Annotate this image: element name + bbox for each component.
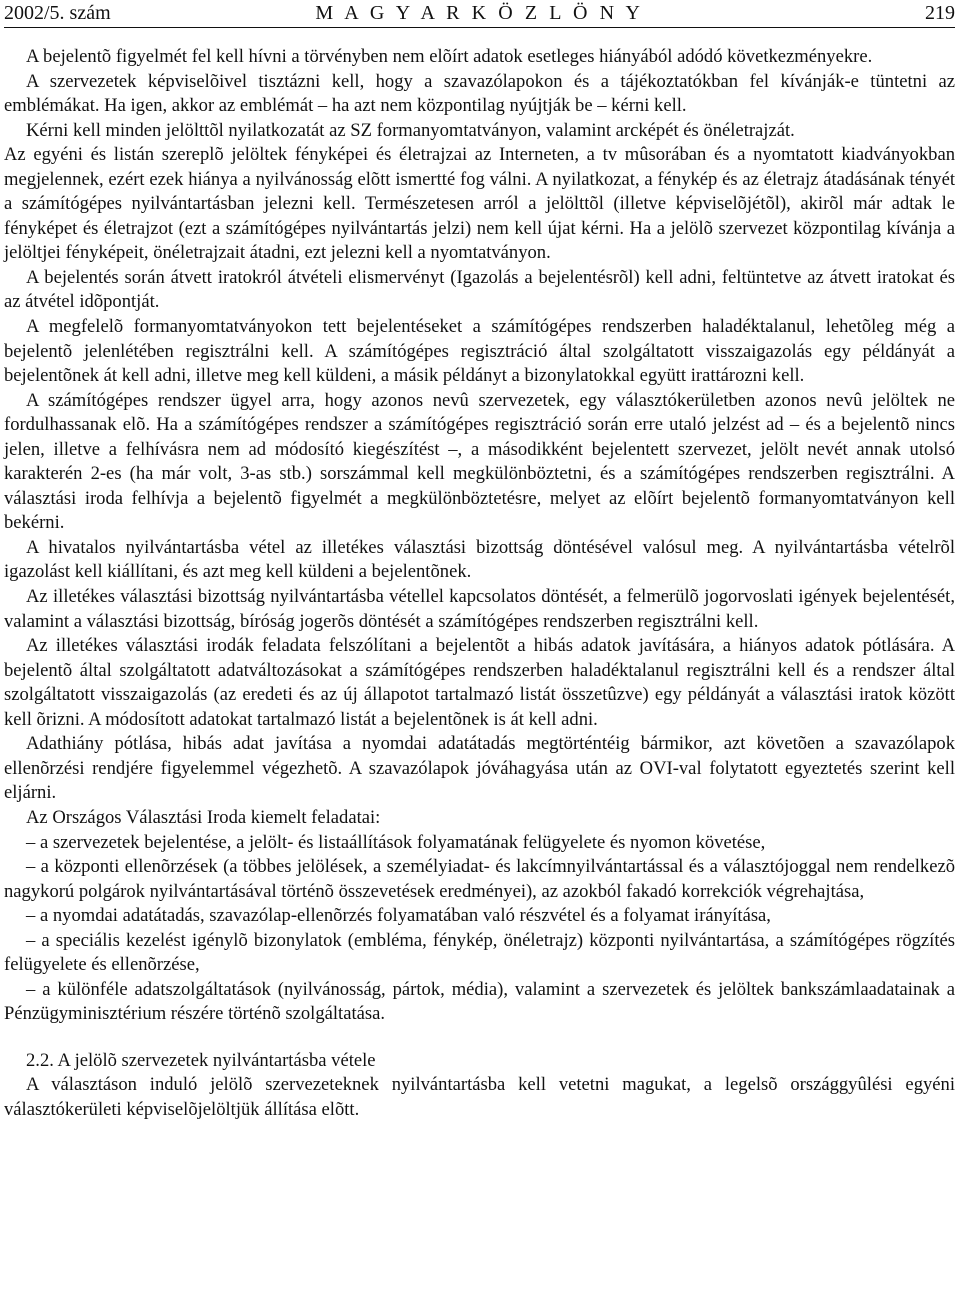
paragraph: A bejelentõ figyelmét fel kell hívni a törvényben nem elõírt adatok esetleges hiányából adódó következményekre. (26, 46, 873, 67)
section-spacer (4, 1027, 955, 1049)
paragraph: A választáson induló jelölõ szervezeteknek nyilvántartásba kell vetetni magukat, a legelsõ országgyûlési egyéni választókerületi képviselõjelöltjük állítása elõtt. (4, 1074, 955, 1120)
list-item: – a nyomdai adatátadás, szavazólap-ellenõrzés folyamatában való részvétel és a folyamat irányítása, (26, 905, 771, 927)
issue-number: 2002/5. szám (4, 2, 111, 24)
list-item: – a különféle adatszolgáltatások (nyilvánosság, pártok, média), valamint a szervezetek és jelöltek bankszámlaadatainak a Pénzügyminisztérium részére történõ szolgáltatása. (4, 978, 955, 1025)
page-header (4, 0, 955, 28)
list-item: – a központi ellenõrzések (a többes jelölések, a személyiadat- és lakcímnyilvántartással és a választójoggal nem rendelkezõ nagykorú polgárok nyilvántartásával történõ összevetések eredményei), az azokból fakadó korrekciók végrehajtása, (4, 856, 955, 902)
journal-title: M A G Y A R K Ö Z L Ö N Y (315, 2, 644, 24)
list-intro: Az Országos Választási Iroda kiemelt feladatai: (26, 806, 381, 828)
paragraph: A hivatalos nyilvántartásba vétel az illetékes választási bizottság döntésével valósul meg. A nyilvántartásba vételrõl igazolást kell kiállítani, és azt meg kell küldeni a bejelentõnek. (4, 536, 955, 583)
paragraph: Az illetékes választási bizottság nyilvántartásba vétellel kapcsolatos döntését, a felmerülõ jogorvoslati igények bejelentését, valamint a választási bizottság, bíróság jogerõs döntését a számítógépes rendszerben regisztrálni kell. (4, 586, 955, 632)
document-body (4, 45, 955, 1123)
paragraph: A számítógépes rendszer ügyel arra, hogy azonos nevû szervezetek, egy választókerületben azonos nevû jelöltek ne fordulhassanak elõ. Ha a számítógépes rendszer a számítógépes regisztráció során erre utaló jelzést ad – és a bejelentõ nincs jelen, illetve a felhívásra nem ad módosító kiegészítést –, a másodikként bejelentett szervezet, jelölt nevét annak utolsó karakterén 2-es (ha már volt, 3-as stb.) sorszámmal kell megkülönböztetni, és a számítógépes rendszerben regisztrálni. A választási iroda felhívja a bejelentõ figyelmét a megkülönböztetésre, melyet az elõírt bejelentõ formanyomtatványon kell bekérni. (4, 389, 955, 534)
paragraph: Adathiány pótlása, hibás adat javítása a nyomdai adatátadás megtörténtéig bármikor, azt követõen a szavazólapok ellenõrzési rendjére figyelemmel végezhetõ. A szavazólapok jóváhagyása után az OVI-val folytatott egyeztetés szerint kell eljárni. (4, 733, 955, 804)
section-heading: 2.2. A jelölõ szervezetek nyilvántartásba vétele (26, 1049, 376, 1071)
paragraph: Kérni kell minden jelölttõl nyilatkozatát az SZ formanyomtatványon, valamint arcképét és önéletrajzát. (26, 119, 795, 141)
list-item: – a speciális kezelést igénylõ bizonylatok (embléma, fénykép, önéletrajz) központi nyilvántartása, a számítógépes rögzítés felügyelete és ellenõrzése, (4, 929, 955, 976)
paragraph: Az egyéni és listán szereplõ jelöltek fényképei és életrajzai az Interneten, a tv mûsorában és a nyomtatott kiadványokban megjelennek, ezért ezek hiánya a nyilvánosság elõtt ismertté fog válni. A nyilatkozat, a fénykép és az életrajz átadásának tényét a számítógépes nyilvántartásban jelezni kell. Természetesen arról a jelölttõl (illetve képviselõjétõl), akirõl már adtak le fényképet és életrajzot (ezt a számítógépes nyilvántartás jelzi) nem kell újat kérni. Ha a jelölõ szervezet központilag kívánja a jelöltjei fényképeit, önéletrajzait átadni, ezt jelezni kell a nyomtatványon. (4, 144, 955, 264)
list-item: – a szervezetek bejelentése, a jelölt- és listaállítások folyamatának felügyelete és nyomon követése, (26, 831, 766, 853)
paragraph: A szervezetek képviselõivel tisztázni kell, hogy a szavazólapokon és a tájékoztatókban fel kívánják-e tüntetni az emblémákat. Ha igen, akkor az emblémát – ha azt nem központilag nyújtják be – kérni kell. (4, 70, 955, 117)
page-number: 219 (925, 2, 955, 24)
paragraph: A bejelentés során átvett iratokról átvételi elismervényt (Igazolás a bejelentésrõl) kell adni, feltüntetve az átvett iratokat és az átvétel idõpontját. (4, 266, 955, 313)
paragraph: Az illetékes választási irodák feladata felszólítani a bejelentõt a hibás adatok javítására, a hiányos adatok pótlására. A bejelentõ által szolgáltatott adatváltozásokat a számítógépes rendszerben haladéktalanul regisztrálni kell és a rendszer által szolgáltatott visszaigazolás (az eredeti és az új állapotot tartalmazó listát összetûzve) egy példányát a választási iratok között kell õrizni. A módosított adatokat tartalmazó listát a bejelentõnek is át kell adni. (4, 635, 955, 730)
paragraph: A megfelelõ formanyomtatványokon tett bejelentéseket a számítógépes rendszerben haladéktalanul, lehetõleg még a bejelentõ jelenlétében regisztrálni kell. A számítógépes regisztráció által szolgáltatott visszaigazolás egy példányát a bejelentõnek át kell adni, illetve meg kell küldeni, a másik példányt a bizonylatokkal együtt irattározni kell. (4, 316, 955, 387)
